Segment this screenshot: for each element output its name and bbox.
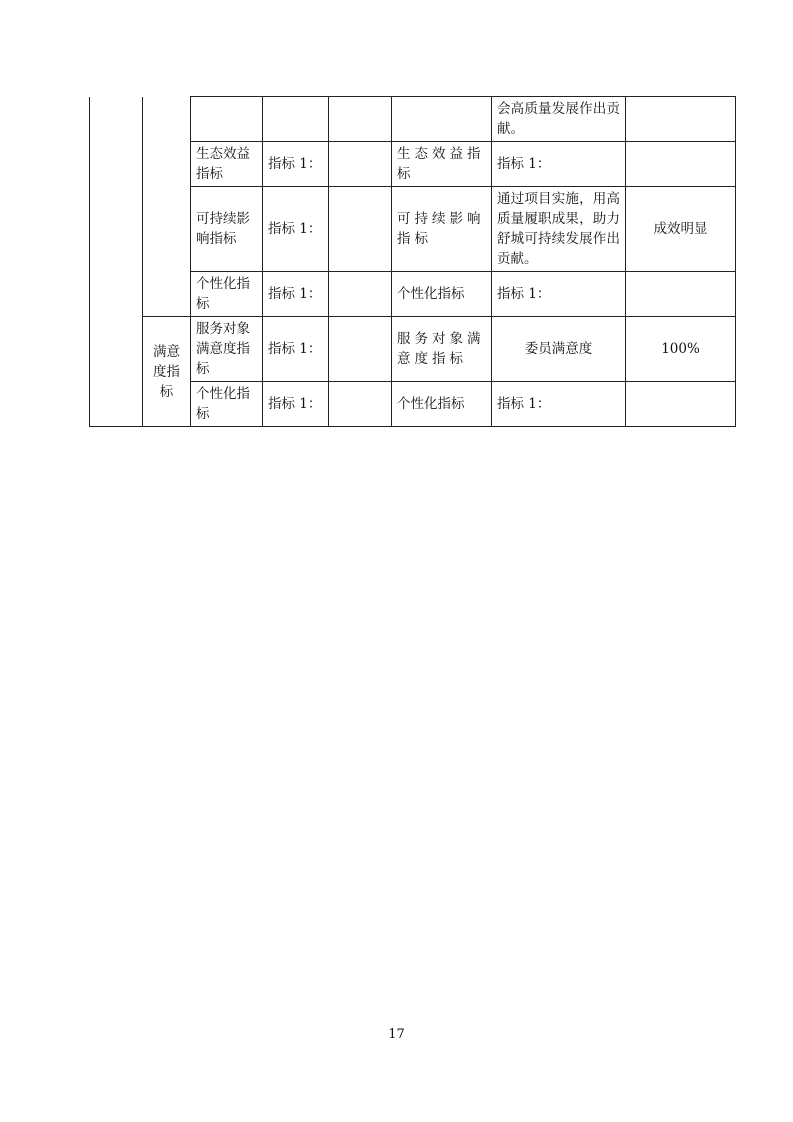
- first-level-indicator-cell: [90, 97, 143, 427]
- result-cell: [626, 142, 736, 187]
- result-cell: [626, 272, 736, 317]
- indicator-index-cell: 指标 1：: [263, 187, 329, 272]
- indicator-index-cell: 指标 1：: [263, 142, 329, 187]
- actual-completion-cell: 指标 1：: [492, 382, 626, 427]
- target-value-cell: [329, 382, 392, 427]
- third-level-indicator-cell: 个性化指标: [191, 272, 263, 317]
- indicator-index-cell: 指标 1：: [263, 272, 329, 317]
- third-level-indicator-cell: 可持续影响指标: [191, 187, 263, 272]
- indicator-name-cell: 个性化指标: [392, 272, 492, 317]
- actual-completion-cell: 会高质量发展作出贡献。: [492, 97, 626, 142]
- target-value-cell: [329, 272, 392, 317]
- page-number: 17: [388, 1027, 405, 1042]
- actual-completion-cell: 委员满意度: [492, 317, 626, 382]
- third-level-indicator-cell: 个性化指标: [191, 382, 263, 427]
- indicator-name-cell: 生态效益指标: [392, 142, 492, 187]
- third-level-indicator-cell: [191, 97, 263, 142]
- indicator-name-cell: 个性化指标: [392, 382, 492, 427]
- target-value-cell: [329, 142, 392, 187]
- indicator-name-cell: 服务对象满意度指标: [392, 317, 492, 382]
- result-cell: 100%: [626, 317, 736, 382]
- indicator-index-cell: 指标 1：: [263, 317, 329, 382]
- result-cell: [626, 97, 736, 142]
- target-value-cell: [329, 97, 392, 142]
- target-value-cell: [329, 187, 392, 272]
- target-value-cell: [329, 317, 392, 382]
- actual-completion-cell: 通过项目实施，用高质量履职成果，助力舒城可持续发展作出贡献。: [492, 187, 626, 272]
- actual-completion-cell: 指标 1：: [492, 142, 626, 187]
- indicator-index-cell: [263, 97, 329, 142]
- result-cell: 成效明显: [626, 187, 736, 272]
- indicator-index-cell: 指标 1：: [263, 382, 329, 427]
- table-row: [90, 97, 736, 142]
- result-cell: [626, 382, 736, 427]
- performance-indicator-table: [89, 96, 736, 427]
- indicator-name-cell: [392, 97, 492, 142]
- table-row: [90, 317, 736, 382]
- second-level-indicator-cell: [143, 97, 191, 317]
- third-level-indicator-cell: 生态效益指标: [191, 142, 263, 187]
- third-level-indicator-cell: 服务对象满意度指标: [191, 317, 263, 382]
- indicator-name-cell: 可持续影响指标: [392, 187, 492, 272]
- actual-completion-cell: 指标 1：: [492, 272, 626, 317]
- satisfaction-indicator-cell: 满意度指标: [143, 317, 191, 427]
